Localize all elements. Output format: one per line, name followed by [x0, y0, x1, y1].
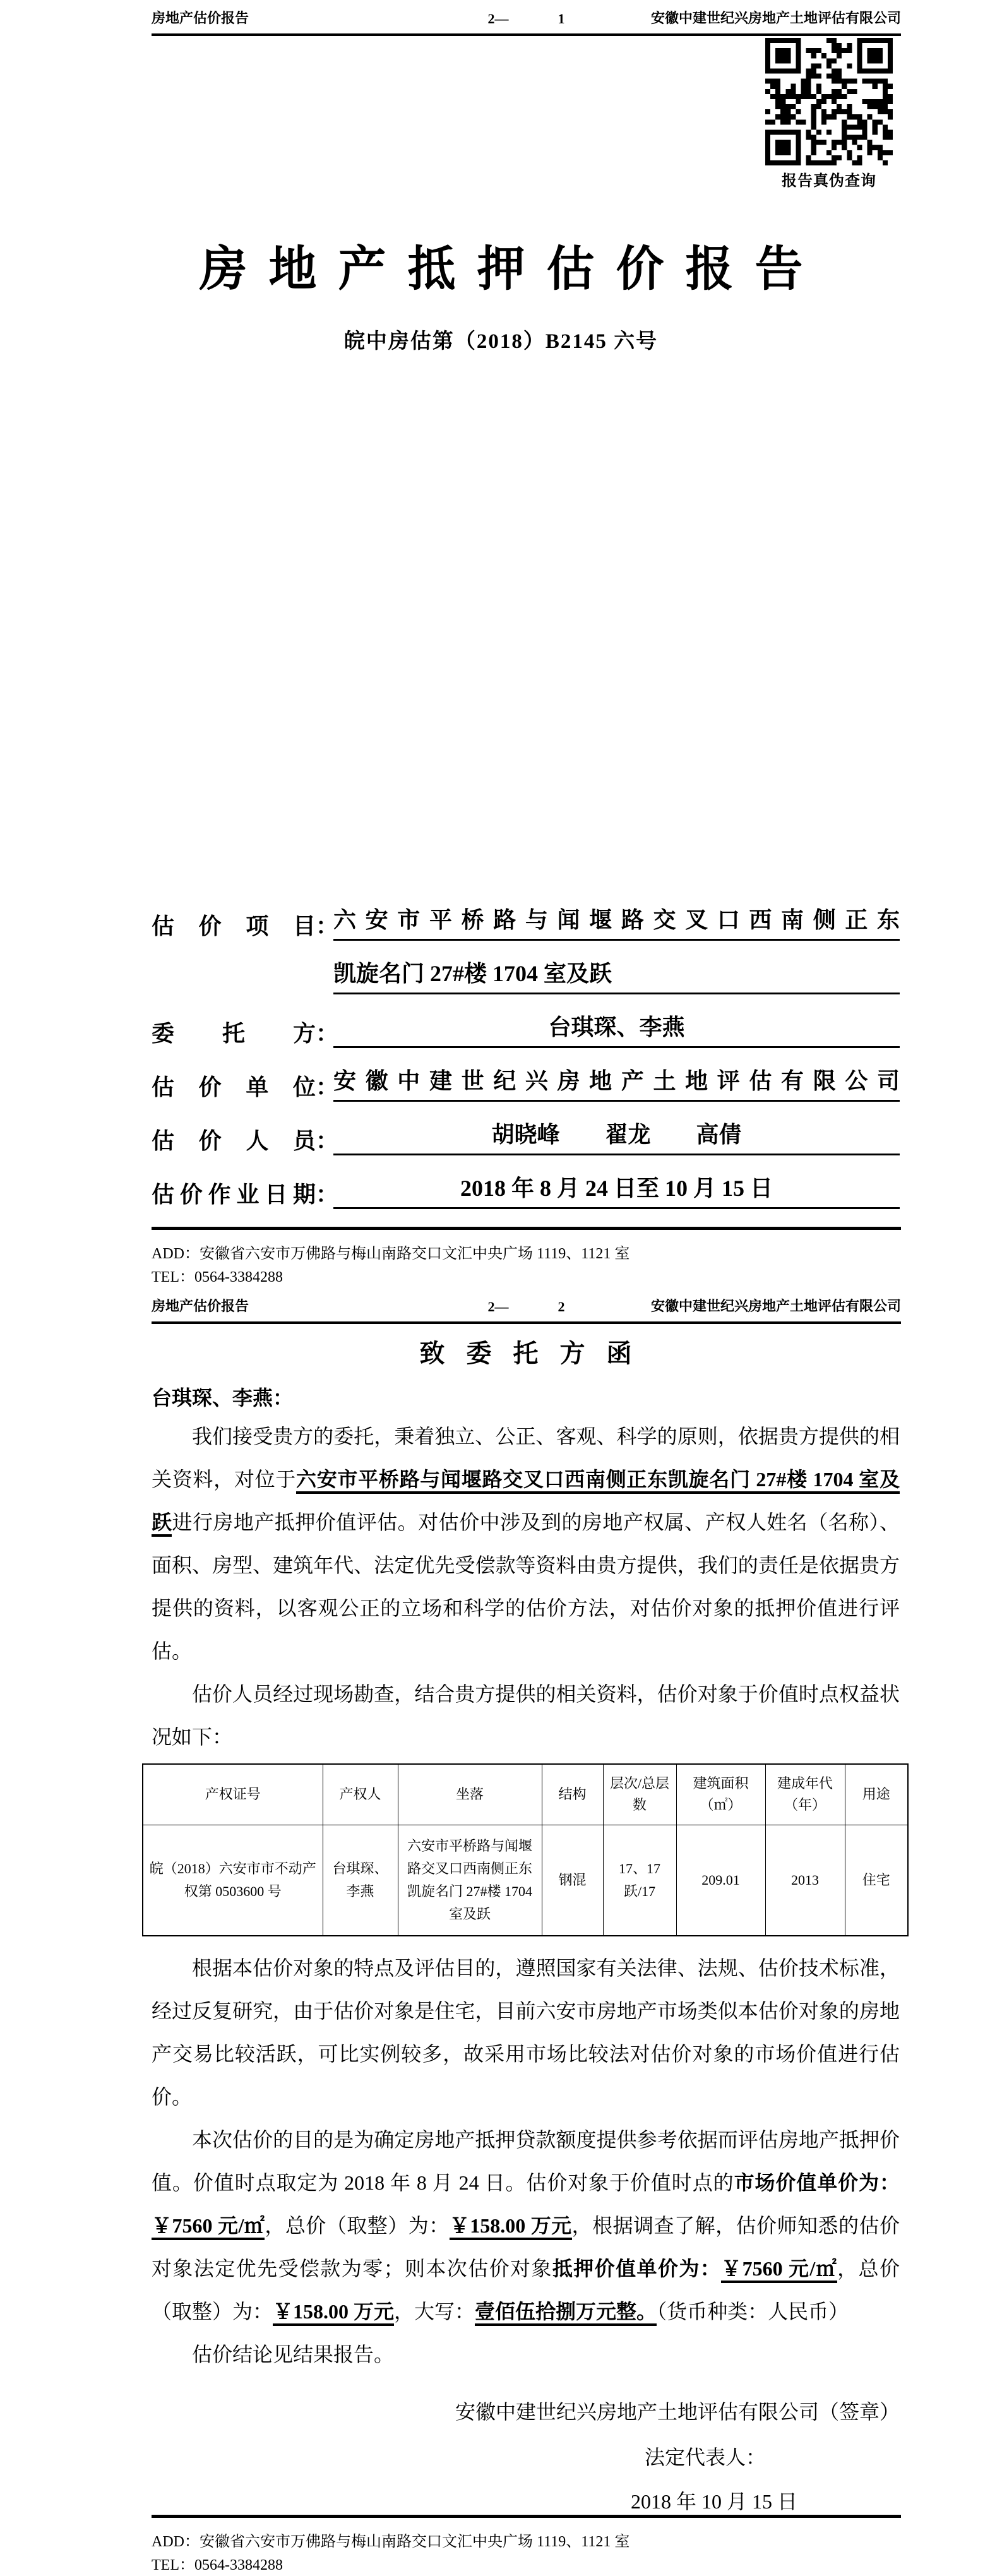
cell-location: 六安市平桥路与闻堰路交叉口西南侧正东凯旋名门 27#楼 1704 室及跃 [398, 1825, 542, 1936]
field-colon: ： [316, 1182, 339, 1207]
field-label: 委托方 [152, 1021, 316, 1046]
col-year-built: 建成年代（年） [765, 1764, 845, 1825]
cell-certificate-no: 皖（2018）六安市市不动产权第 0503600 号 [143, 1825, 323, 1936]
footer-address: ADD：安徽省六安市万佛路与梅山南路交口文汇中央广场 1119、1121 室 [152, 2534, 630, 2550]
qr-caption: 报告真伪查询 [782, 173, 876, 189]
field-row-appraisers [152, 1102, 900, 1155]
text-run: （货币种类：人民币） [657, 2300, 849, 2323]
field-row-client [152, 994, 900, 1048]
salutation: 台琪琛、李燕： [152, 1386, 294, 1409]
field-label: 估价单位 [152, 1075, 316, 1100]
footer-phone: TEL：0564-3384288 [152, 1269, 283, 1285]
paragraph-method: 根据本估价对象的特点及评估目的，遵照国家有关法律、法规、估价技术标准，经过反复研究，由于估价对象是住宅，目前六安市房地产市场类似本估价对象的房地产交易比较活跃，可比实例较多，故采用市场比较法对估价对象的市场价值进行估价。 [152, 1957, 900, 2108]
header-page-total: 2— [487, 11, 509, 27]
header-page-indicator [488, 1299, 565, 1315]
field-value-project-line1: 六安市平桥路与闻堰路交叉口西南侧正东 [333, 906, 900, 941]
header-page-total: 2— [487, 1299, 509, 1315]
paragraph-engagement [152, 1415, 900, 1673]
text-run: ，大写： [394, 2300, 475, 2323]
cover-fields [152, 887, 900, 1209]
header-page-number: 1 [558, 11, 565, 27]
page-header [152, 1296, 901, 1324]
col-area: 建筑面积（㎡） [676, 1764, 765, 1825]
field-label: 估价项目 [152, 914, 316, 939]
total-price-in-words: 壹佰伍拾捌万元整。 [475, 2300, 657, 2326]
market-unit-price-label: 市场价值单价为： [734, 2171, 900, 2194]
letter-title: 致委托方函 [419, 1339, 653, 1368]
report-title: 房地产抵押估价报告 [199, 243, 825, 296]
rights-table [142, 1763, 909, 1936]
header-doc-title: 房地产估价报告 [152, 10, 249, 26]
cell-owner: 台琪琛、李燕 [323, 1825, 398, 1936]
text-run: 我们接受贵方的委托，秉着独立、公正、客观、科学的原则，依据贵方提供的相关资料，对位于 [152, 1425, 900, 1491]
qr-code [765, 38, 893, 165]
signature-date: 2018 年 10 月 15 日 [630, 2490, 797, 2513]
market-total-price: ￥158.00 万元 [450, 2214, 572, 2240]
page-header [152, 8, 901, 36]
field-value-agency: 安徽中建世纪兴房地产土地评估有限公司 [333, 1067, 900, 1102]
paragraph-survey: 估价人员经过现场勘查，结合贵方提供的相关资料，估价对象于价值时点权益状况如下： [152, 1683, 900, 1748]
field-label: 估价作业日期 [152, 1182, 316, 1207]
field-value-project-line2: 凯旋名门 27#楼 1704 室及跃 [333, 960, 900, 994]
field-label: 估价人员 [152, 1128, 316, 1154]
cell-structure: 钢混 [542, 1825, 603, 1936]
letter-body [149, 1333, 900, 2516]
field-value-work-dates: 2018 年 8 月 24 日至 10 月 15 日 [333, 1174, 900, 1209]
cell-year-built: 2013 [765, 1825, 845, 1936]
footer-phone: TEL：0564-3384288 [152, 2557, 283, 2573]
col-owner: 产权人 [323, 1764, 398, 1825]
page-footer [152, 1227, 901, 1288]
subject-property-address: 六安市平桥路与闻堰路交叉口西南侧正东凯旋名门 27#楼 1704 室及跃 [152, 1468, 900, 1537]
field-row-project-cont [152, 941, 900, 994]
col-location: 坐落 [398, 1764, 542, 1825]
text-run: ，总价（取整）为： [265, 2214, 450, 2237]
field-colon: ： [316, 1075, 339, 1100]
header-company-name: 安徽中建世纪兴房地产土地评估有限公司 [650, 1298, 901, 1314]
market-unit-price: ￥7560 元/㎡ [152, 2214, 265, 2240]
text-run: ，根据调查了解，估价师知悉的估价对象法定优先受偿款为零；则本次估价对象 [152, 2214, 900, 2280]
field-value-appraisers: 胡晓峰 翟龙 高倩 [333, 1121, 900, 1155]
header-company-name: 安徽中建世纪兴房地产土地评估有限公司 [650, 10, 901, 26]
table-row [143, 1825, 908, 1936]
paragraph-valuation [152, 2118, 900, 2333]
mortgage-unit-price-label: 抵押价值单价为： [552, 2257, 722, 2280]
header-doc-title: 房地产估价报告 [152, 1298, 249, 1314]
signature-company: 安徽中建世纪兴房地产土地评估有限公司（签章） [455, 2400, 900, 2423]
col-certificate-no: 产权证号 [143, 1764, 323, 1825]
table-header-row [143, 1764, 908, 1825]
page-footer [152, 2515, 901, 2576]
signature-legal-rep: 法定代表人： [644, 2446, 766, 2469]
report-number: 皖中房估第（2018）B2145 六号 [343, 330, 659, 353]
mortgage-total-price: ￥158.00 万元 [273, 2300, 394, 2326]
field-colon: ： [316, 1021, 339, 1046]
qr-block [765, 38, 893, 190]
field-row-agency [152, 1048, 900, 1102]
cell-floor: 17、17 跃/17 [603, 1825, 676, 1936]
text-run: 进行房地产抵押价值评估。对估价中涉及到的房地产权属、产权人姓名（名称）、面积、房型、建筑年代、法定优先受偿款等资料由贵方提供，我们的责任是依据贵方提供的资料，以客观公正的立场和科学的估价方法，对估价对象的抵押价值进行评估。 [152, 1511, 900, 1662]
col-structure: 结构 [542, 1764, 603, 1825]
mortgage-unit-price: ￥7560 元/㎡ [721, 2257, 837, 2283]
text-run: ，总价（取整）为： [152, 2257, 900, 2323]
text-run: 本次估价的目的是为确定房地产抵押贷款额度提供参考依据而评估房地产抵押价值。价值时点取定为 2018 年 8 月 24 日。估价对象于价值时点的 [152, 2128, 900, 2194]
cell-use: 住宅 [845, 1825, 908, 1936]
field-colon: ： [316, 914, 339, 939]
field-colon: ： [316, 1128, 339, 1154]
field-row-work-dates [152, 1155, 900, 1209]
footer-address: ADD：安徽省六安市万佛路与梅山南路交口文汇中央广场 1119、1121 室 [152, 1246, 630, 1262]
col-floor: 层次/总层数 [603, 1764, 676, 1825]
field-row-project [152, 887, 900, 941]
col-use: 用途 [845, 1764, 908, 1825]
letter-page [0, 1288, 1002, 2576]
cell-area: 209.01 [676, 1825, 765, 1936]
header-page-indicator [488, 11, 565, 27]
field-value-client: 台琪琛、李燕 [333, 1013, 900, 1048]
header-page-number: 2 [558, 1299, 565, 1315]
paragraph-conclusion-ref: 估价结论见结果报告。 [192, 2343, 395, 2366]
